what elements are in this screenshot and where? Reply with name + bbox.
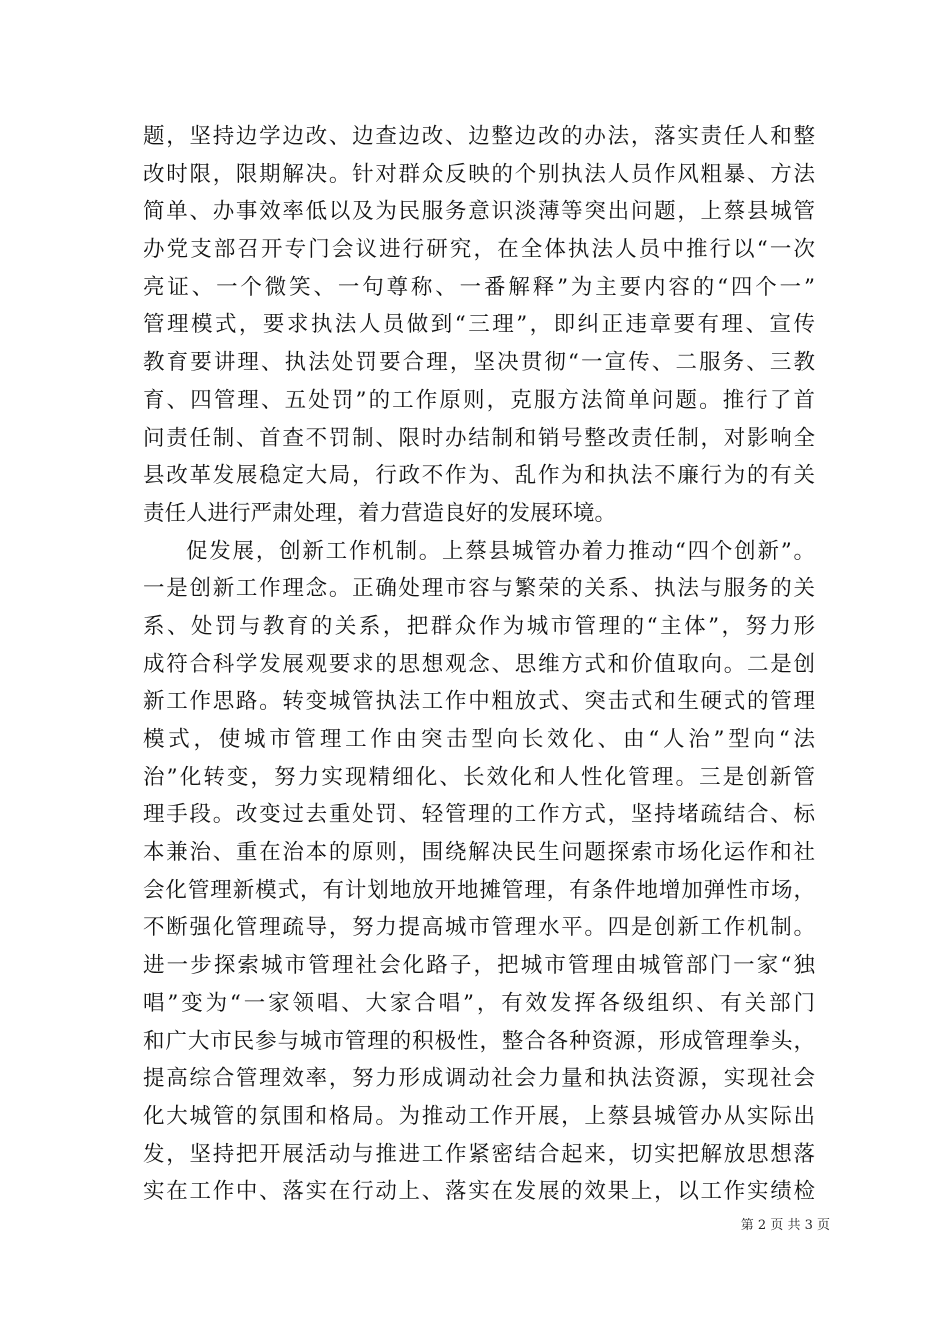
text-line: 责任人进行严肃处理，着力营造良好的发展环境。 [143,500,617,526]
text-line: 题，坚持边学边改、边查边改、边整边改的办法，落实责任人和整 [143,124,815,149]
text-line: 发，坚持把开展活动与推进工作紧密结合起来，切实把解放思想落 [143,1141,815,1167]
text-line: 模式，使城市管理工作由突击型向长效化、由“人治”型向“法 [143,727,815,752]
text-line: 新工作思路。转变城管执法工作中粗放式、突击式和生硬式的管理 [143,689,815,715]
text-line: 管理模式，要求执法人员做到“三理”，即纠正违章要有理、宣传 [143,312,815,338]
text-line: 一是创新工作理念。正确处理市容与繁荣的关系、执法与服务的关 [143,576,815,602]
text-line: 县改革发展稳定大局，行政不作为、乱作为和执法不廉行为的有关 [143,463,815,489]
text-line: 系、处罚与教育的关系，把群众作为城市管理的“主体”，努力形 [143,613,815,639]
text-line: 治”化转变，努力实现精细化、长效化和人性化管理。三是创新管 [143,764,815,790]
text-line: 化大城管的氛围和格局。为推动工作开展，上蔡县城管办从实际出 [143,1103,815,1129]
text-line: 改时限，限期解决。针对群众反映的个别执法人员作风粗暴、方法 [143,161,815,187]
text-line: 问责任制、首查不罚制、限时办结制和销号整改责任制，对影响全 [143,425,815,451]
body-text [143,118,815,1211]
text-line: 育、四管理、五处罚”的工作原则，克服方法简单问题。推行了首 [143,387,815,413]
paragraph-2 [143,533,815,1211]
text-line: 实在工作中、落实在行动上、落实在发展的效果上，以工作实绩检 [143,1179,815,1205]
text-line: 简单、办事效率低以及为民服务意识淡薄等突出问题，上蔡县城管 [143,199,815,225]
text-line: 成符合科学发展观要求的思想观念、思维方式和价值取向。二是创 [143,651,815,677]
text-line: 会化管理新模式，有计划地放开地摊管理，有条件地增加弹性市场， [143,877,815,903]
text-line: 本兼治、重在治本的原则，围绕解决民生问题探索市场化运作和社 [143,840,815,866]
text-line: 进一步探索城市管理社会化路子，把城市管理由城管部门一家“独 [143,953,815,979]
text-line: 唱”变为“一家领唱、大家合唱”，有效发挥各级组织、有关部门 [143,990,815,1016]
text-line: 亮证、一个微笑、一句尊称、一番解释”为主要内容的“四个一” [143,274,815,300]
text-line: 提高综合管理效率，努力形成调动社会力量和执法资源，实现社会 [143,1066,815,1092]
text-line: 教育要讲理、执法处罚要合理，坚决贯彻“一宣传、二服务、三教 [143,350,815,376]
paragraph-1 [143,118,815,533]
text-line: 和广大市民参与城市管理的积极性，整合各种资源，形成管理拳头， [143,1028,815,1054]
text-line: 不断强化管理疏导，努力提高城市管理水平。四是创新工作机制。 [143,915,815,941]
page-number: 第 2 页 共 3 页 [740,1218,830,1233]
text-line: 理手段。改变过去重处罚、轻管理的工作方式，坚持堵疏结合、标 [143,802,815,828]
text-line: 办党支部召开专门会议进行研究，在全体执法人员中推行以“一次 [143,237,815,263]
text-line: 促发展，创新工作机制。上蔡县城管办着力推动“四个创新”。 [186,538,815,564]
